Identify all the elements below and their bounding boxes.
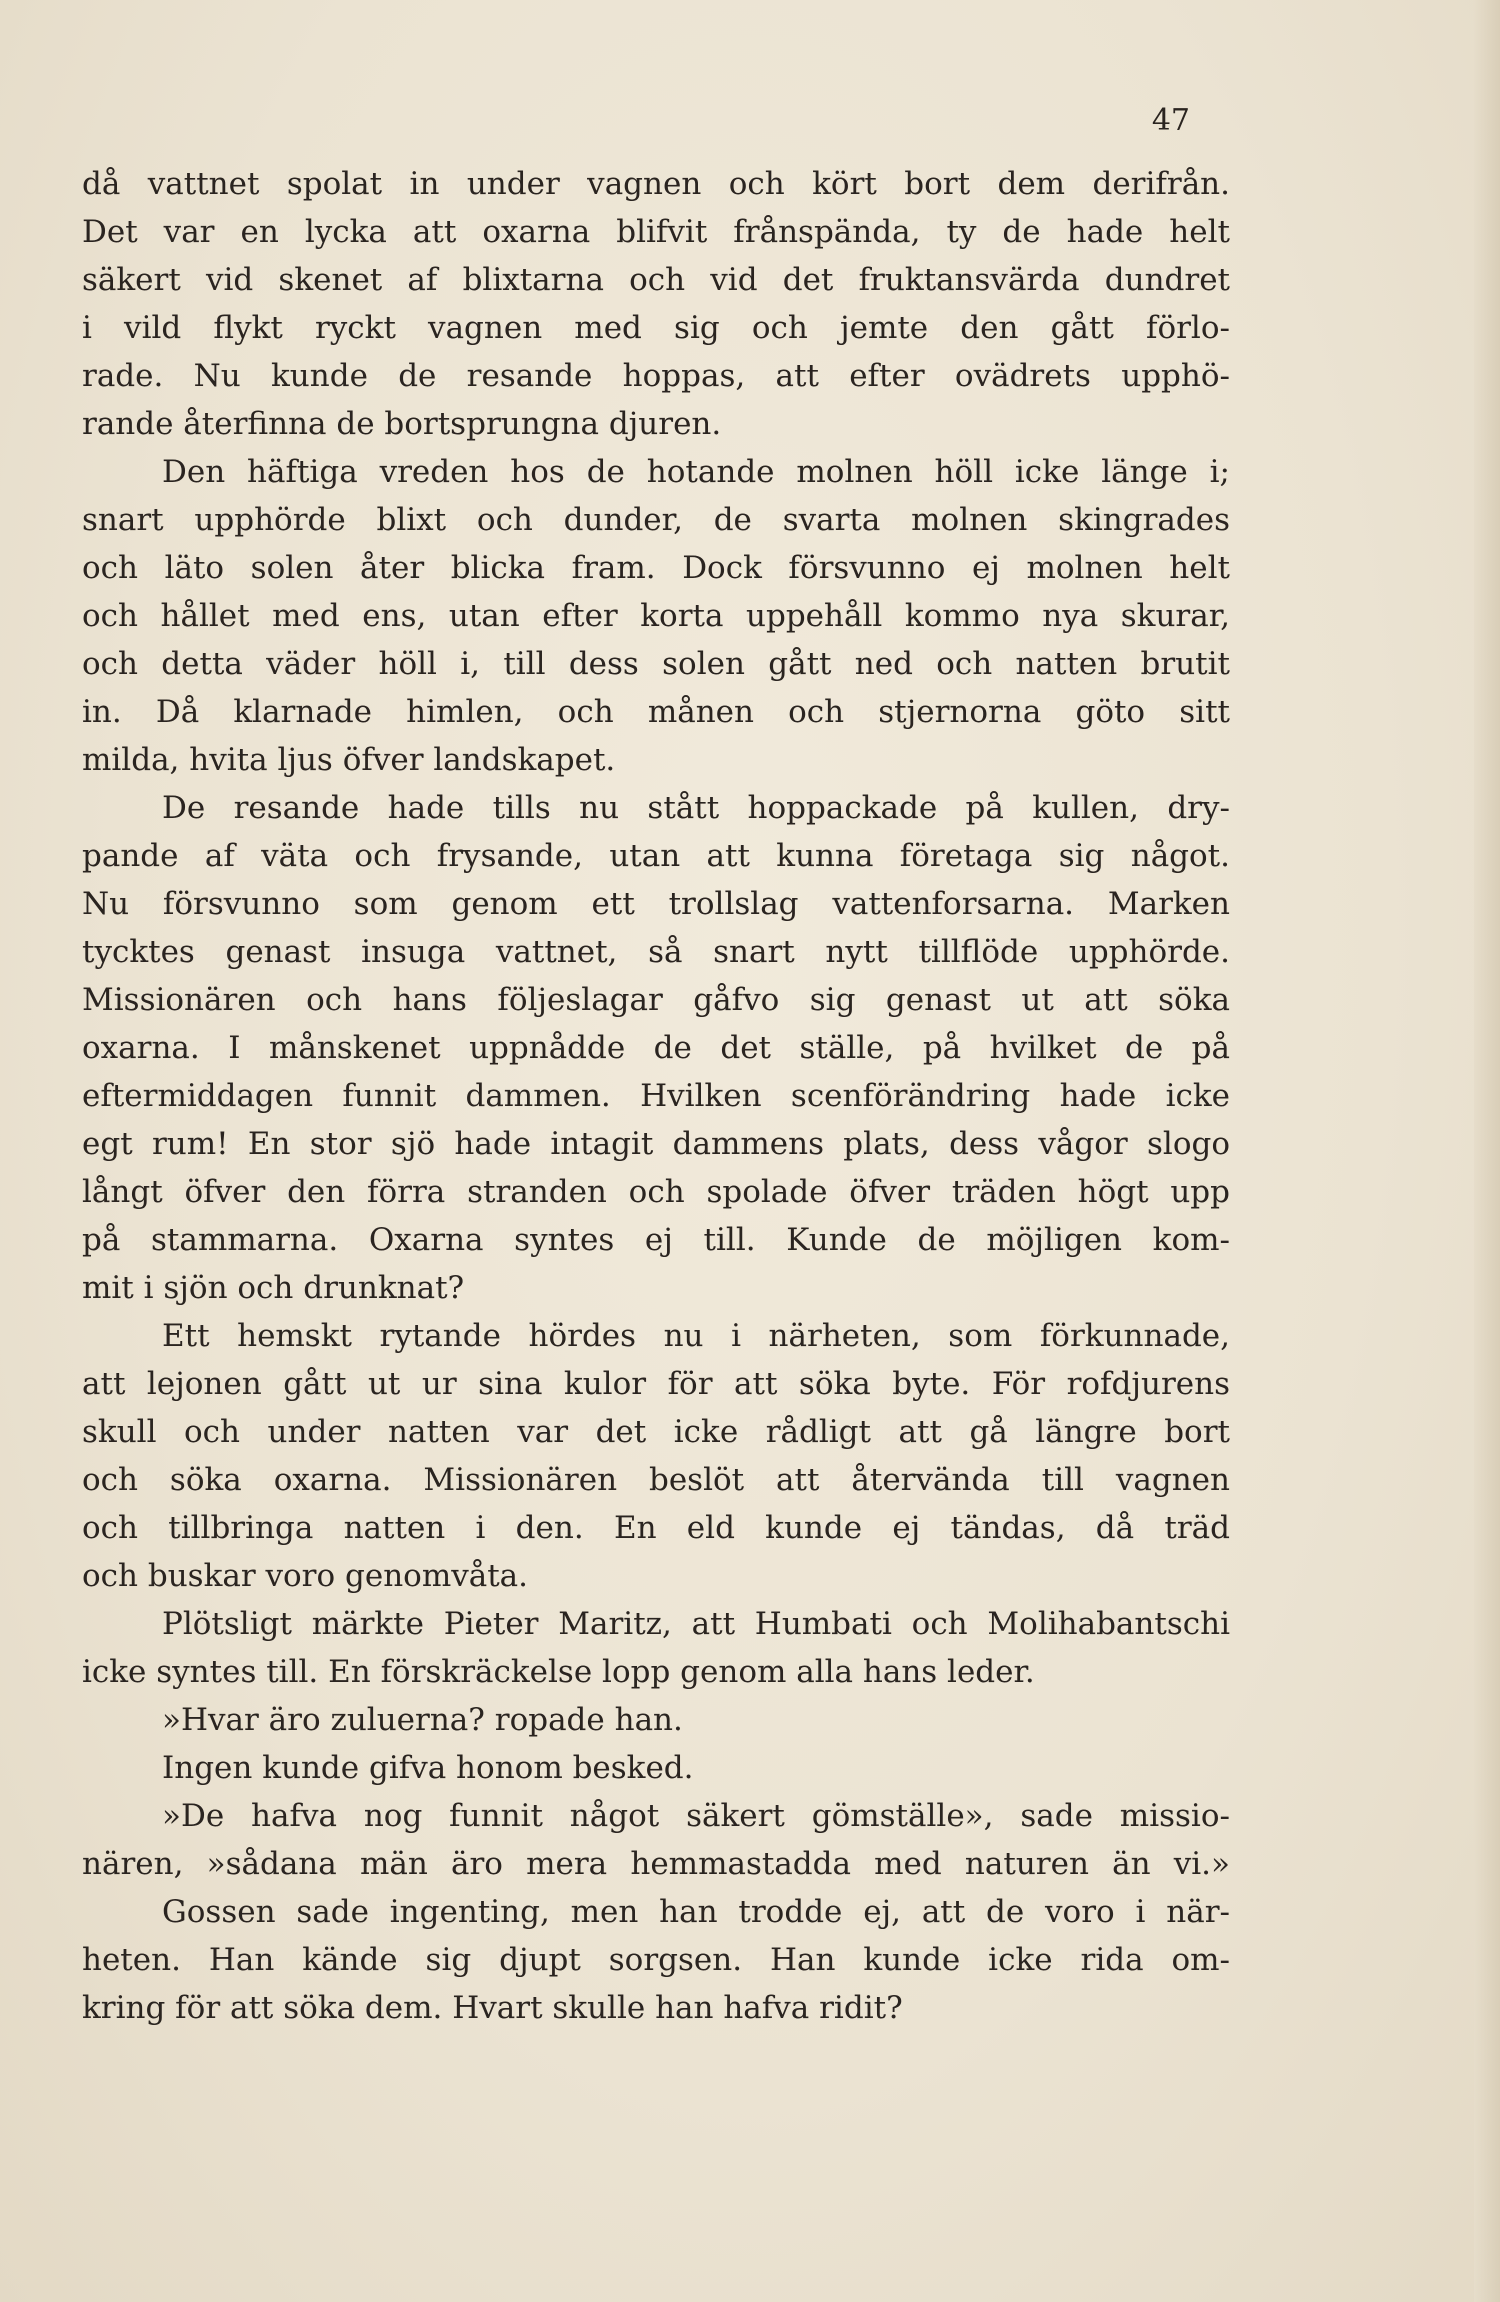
text-line: »De hafva nog funnit något säkert gömställe», sade missio- [162,1798,1230,1834]
text-line: nären, »sådana män äro mera hemmastadda med naturen än vi.» [82,1846,1230,1882]
text-line: skull och under natten var det icke rådligt att gå längre bort [82,1414,1230,1450]
text-line: Missionären och hans följeslagar gåfvo sig genast ut att söka [82,982,1230,1018]
page-edge [1474,0,1500,2302]
text-line: »Hvar äro zuluerna? ropade han. [162,1702,683,1738]
text-line: och söka oxarna. Missionären beslöt att återvända till vagnen [82,1462,1230,1498]
text-line: heten. Han kände sig djupt sorgsen. Han kunde icke rida om- [82,1942,1230,1978]
text-line: kring för att söka dem. Hvart skulle han hafva ridit? [82,1990,903,2026]
text-line: milda, hvita ljus öfver landskapet. [82,742,616,778]
body-text [82,160,1230,2032]
text-line: Gossen sade ingenting, men han trodde ej, att de voro i när- [162,1894,1230,1930]
text-line: oxarna. I månskenet uppnådde de det ställe, på hvilket de på [82,1030,1230,1066]
text-line: och tillbringa natten i den. En eld kunde ej tändas, då träd [82,1510,1230,1546]
text-line: på stammarna. Oxarna syntes ej till. Kunde de möjligen kom- [82,1222,1230,1258]
text-line: och läto solen åter blicka fram. Dock försvunno ej molnen helt [82,550,1230,586]
text-line: då vattnet spolat in under vagnen och kört bort dem derifrån. [82,166,1230,202]
text-line: tycktes genast insuga vattnet, så snart nytt tillflöde upphörde. [82,934,1230,970]
text-line: mit i sjön och drunknat? [82,1270,465,1306]
text-line: rande återfinna de bortsprungna djuren. [82,406,722,442]
page-number: 47 [1151,103,1190,138]
text-line: och buskar voro genomvåta. [82,1558,529,1594]
text-line: i vild flykt ryckt vagnen med sig och jemte den gått förlo- [82,310,1230,346]
text-line: Ingen kunde gifva honom besked. [162,1750,694,1786]
text-line: Ett hemskt rytande hördes nu i närheten, som förkunnade, [162,1318,1230,1354]
text-line: Plötsligt märkte Pieter Maritz, att Humbati och Molihabantschi [162,1606,1230,1642]
text-line: in. Då klarnade himlen, och månen och stjernorna göto sitt [82,694,1230,730]
text-line: snart upphörde blixt och dunder, de svarta molnen skingrades [82,502,1230,538]
text-line: säkert vid skenet af blixtarna och vid det fruktansvärda dundret [82,262,1230,298]
text-line: icke syntes till. En förskräckelse lopp genom alla hans leder. [82,1654,1035,1690]
text-line: Nu försvunno som genom ett trollslag vattenforsarna. Marken [82,886,1230,922]
text-line: Det var en lycka att oxarna blifvit frånspända, ty de hade helt [82,214,1230,250]
text-line: långt öfver den förra stranden och spolade öfver träden högt upp [82,1174,1230,1210]
text-line: rade. Nu kunde de resande hoppas, att efter ovädrets upphö- [82,358,1230,394]
text-line: och hållet med ens, utan efter korta uppehåll kommo nya skurar, [82,598,1230,634]
text-line: De resande hade tills nu stått hoppackade på kullen, dry- [162,790,1230,826]
text-line: och detta väder höll i, till dess solen gått ned och natten brutit [82,646,1230,682]
text-line: pande af väta och frysande, utan att kunna företaga sig något. [82,838,1230,874]
text-line: Den häftiga vreden hos de hotande molnen höll icke länge i; [162,454,1230,490]
text-line: eftermiddagen funnit dammen. Hvilken scenförändring hade icke [82,1078,1230,1114]
text-line: att lejonen gått ut ur sina kulor för att söka byte. För rofdjurens [82,1366,1230,1402]
text-line: egt rum! En stor sjö hade intagit dammens plats, dess vågor slogo [82,1126,1230,1162]
